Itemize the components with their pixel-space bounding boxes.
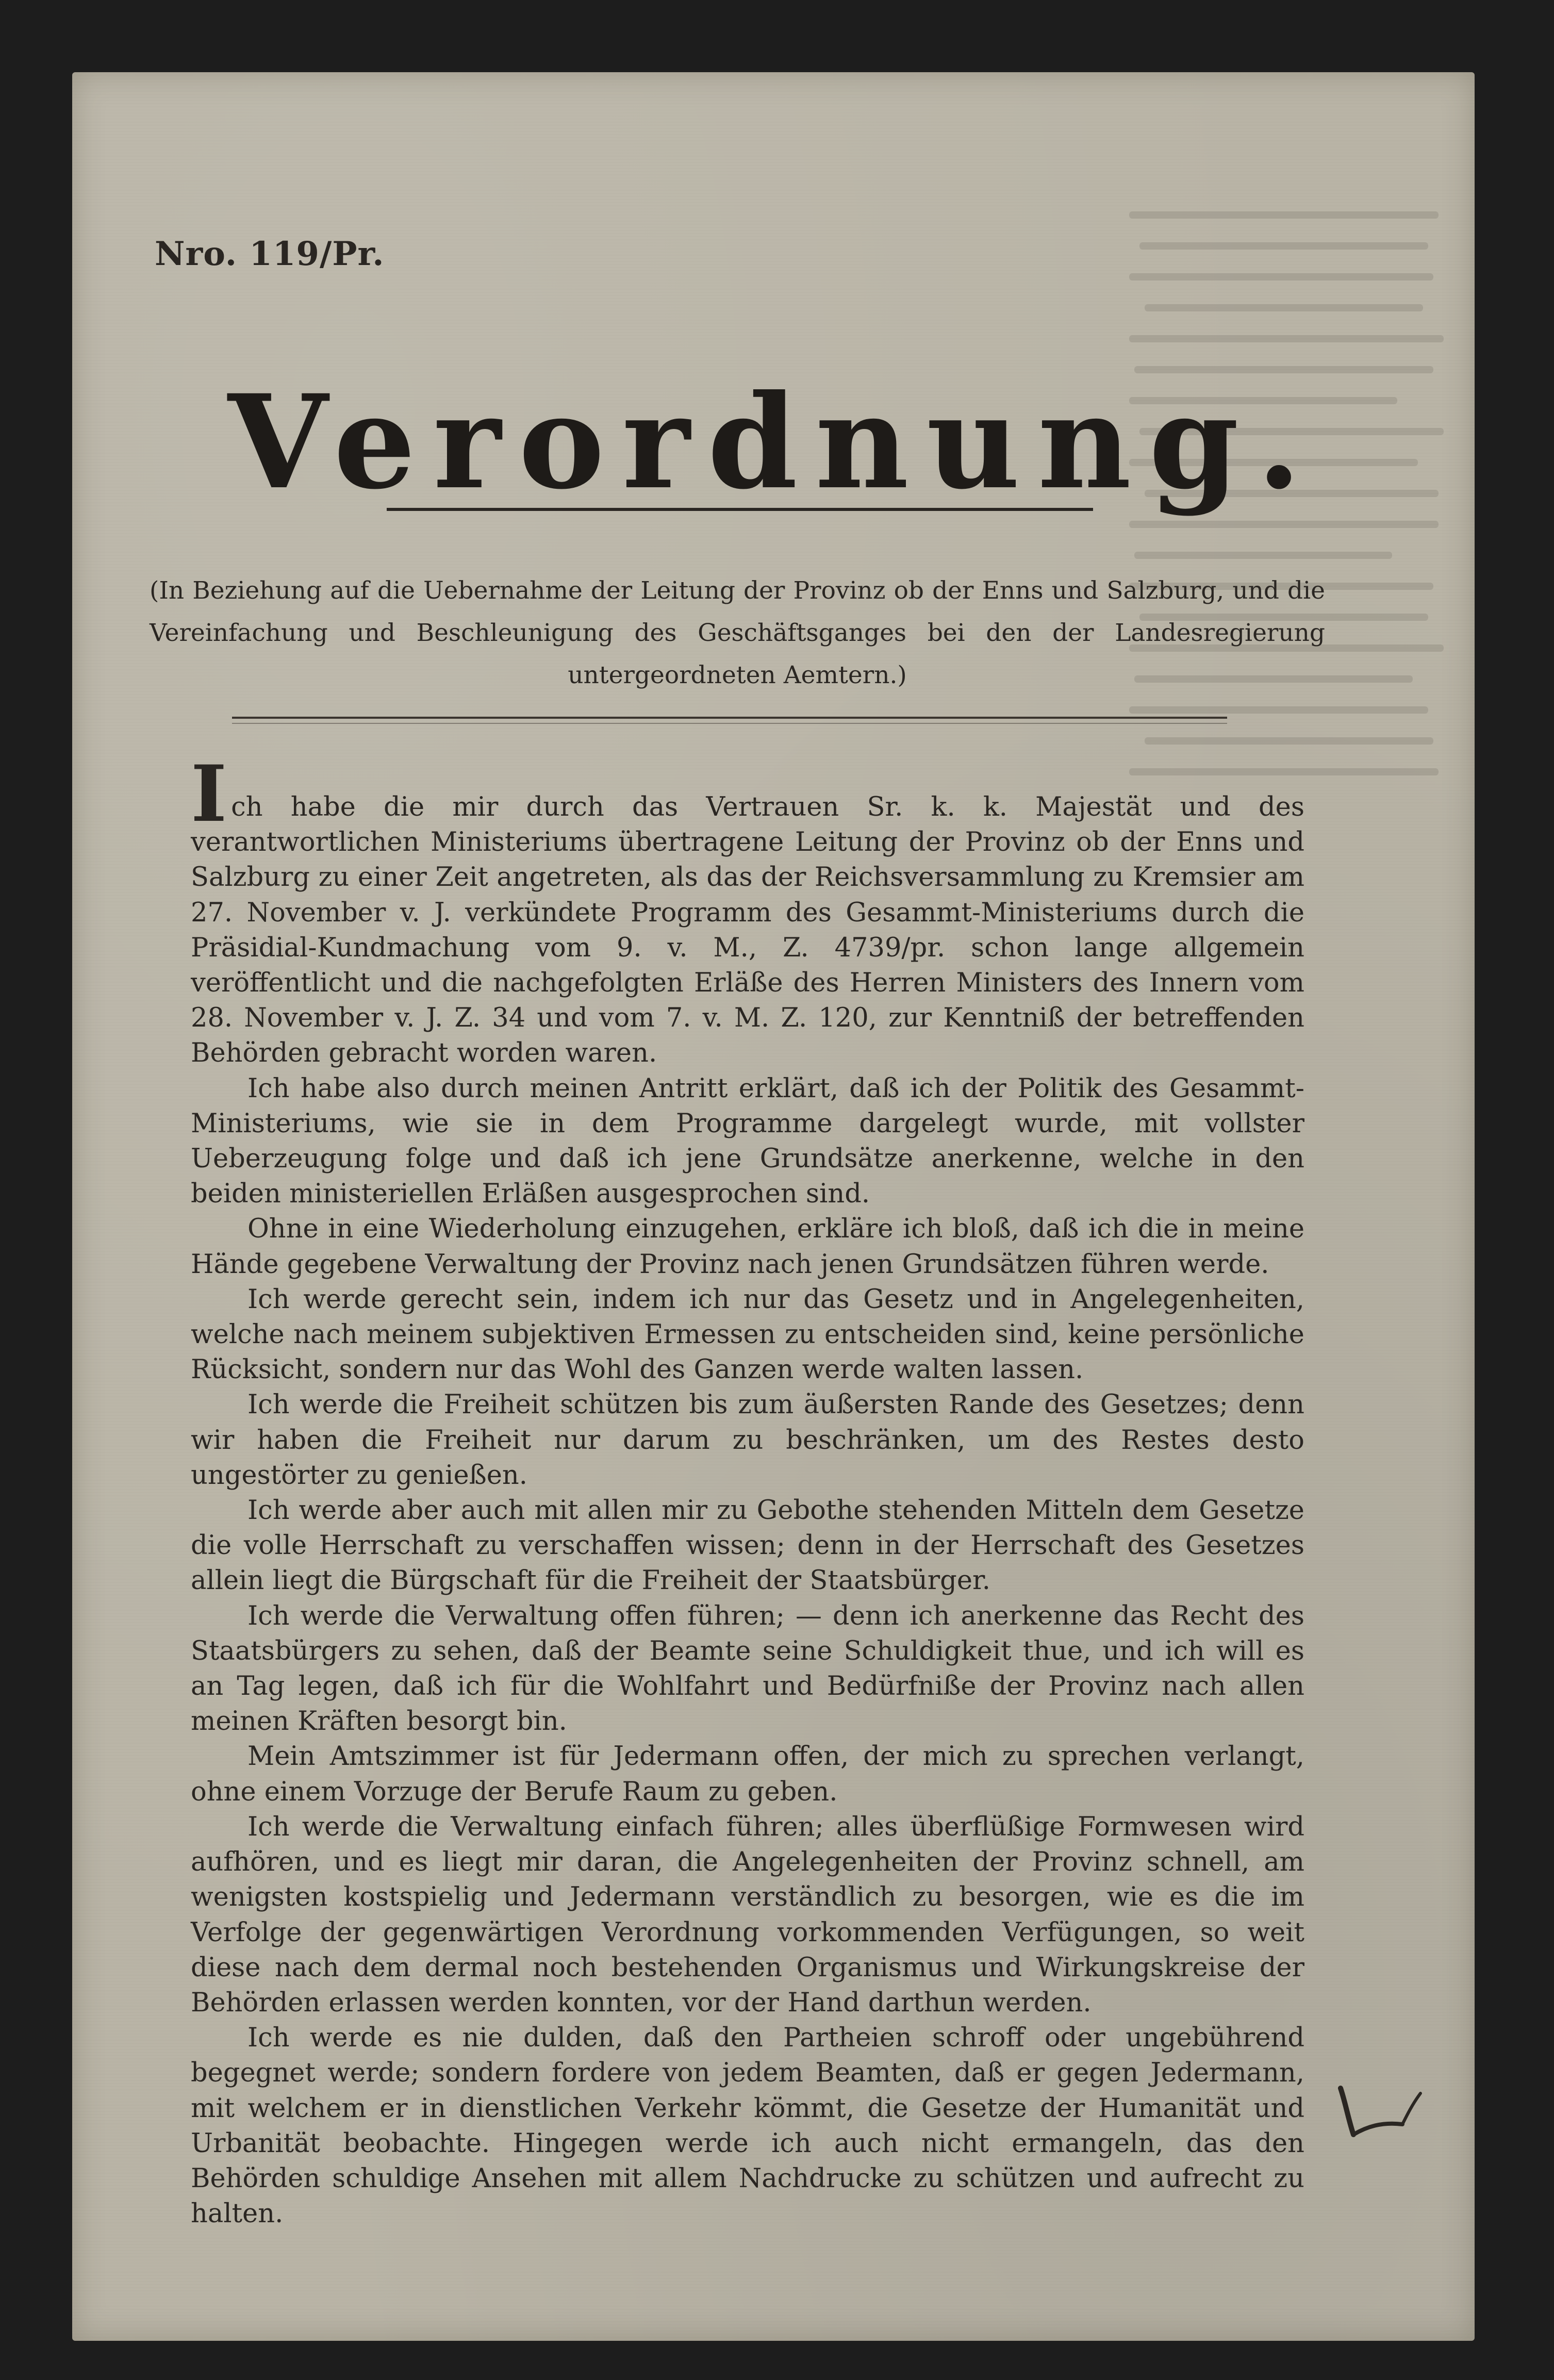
paragraph-6: Ich werde aber auch mit allen mir zu Gebothe stehenden Mitteln dem Gesetze die volle Herrschaft zu verschaffen wissen; denn in der Herrschaft des Gesetzes allein liegt die Bürgschaft für die Freiheit der Staatsbürger. [191,1495,1304,1596]
paragraph-9: Ich werde die Verwaltung einfach führen; alles überflüßige Formwesen wird aufhören, und es liegt mir daran, die Angelegenheiten der Provinz schnell, am wenigsten kostspielig und Jedermann verständlich zu besorgen, wie es die im Verfolge der gegenwärtigen Verordnung vorkommenden Verfügungen, so weit diese nach dem dermal noch bestehenden Organismus und Wirkungskreise der Behörden erlassen werden konnten, vor der Hand darthun werden. [191,1811,1304,2018]
title-underline [387,508,1093,511]
document-body [191,749,1304,2232]
paragraph-1 [191,749,1304,1071]
drop-cap: I [191,749,227,839]
paragraph-text: ch habe die mir durch das Vertrauen Sr. k. k. Majestät und des verantwortlichen Ministeriums übertragene Leitung der Provinz ob der Enns und Salzburg zu einer Zeit angetreten, als das der Reichsversammlung zu Kremsier am 27. November v. J. verkündete Programm des Gesammt-Ministeriums durch die Präsidial-Kundmachung vom 9. v. M., Z. 4739/pr. schon lange allgemein veröffentlicht und die nachgefolgten Erläße des Herren Ministers des Innern vom 28. November v. J. Z. 34 und vom 7. v. M. Z. 120, zur Kenntniß der betreffenden Behörden gebracht worden waren. [191,792,1304,1069]
paragraph-7: Ich werde die Verwaltung offen führen; — denn ich anerkenne das Recht des Staatsbürgers zu sehen, daß der Beamte seine Schuldigkeit thue, und ich will es an Tag legen, daß ich für die Wohlfahrt und Bedürfniße der Provinz nach allen meinen Kräften besorgt bin. [191,1600,1304,1737]
paragraph-3: Ohne in eine Wiederholung einzugehen, erkläre ich bloß, daß ich die in meine Hände gegebene Verwaltung der Provinz nach jenen Grundsätzen führen werde. [191,1214,1304,1280]
document-title: Verordnung. [227,366,1319,518]
paragraph-2: Ich habe also durch meinen Antritt erklärt, daß ich der Politik des Gesammt-Ministeriums, wie sie in dem Programme dargelegt wurde, mit vollster Ueberzeugung folge und daß ich jene Grundsätze anerkenne, welche in den beiden ministeriellen Erläßen ausgesprochen sind. [191,1073,1304,1210]
document-number: Nro. 119/Pr. [155,235,385,273]
document-sheet [72,72,1475,2341]
section-divider [232,717,1227,719]
paragraph-10: Ich werde es nie dulden, daß den Partheien schroff oder ungebührend begegnet werde; sondern fordere von jedem Beamten, daß er gegen Jedermann, mit welchem er in dienstlichen Verkehr kömmt, die Gesetze der Humanität und Urbanität beobachte. Hingegen werde ich auch nicht ermangeln, das den Behörden schuldige Ansehen mit allem Nachdrucke zu schützen und aufrecht zu halten. [191,2023,1304,2229]
paragraph-8: Mein Amtszimmer ist für Jedermann offen, der mich zu sprechen verlangt, ohne einem Vorzuge der Berufe Raum zu geben. [191,1741,1304,1807]
handwritten-mark [1325,2078,1428,2150]
paragraph-5: Ich werde die Freiheit schützen bis zum äußersten Rande des Gesetzes; denn wir haben die Freiheit nur darum zu beschränken, um des Restes desto ungestörter zu genießen. [191,1390,1304,1491]
paragraph-4: Ich werde gerecht sein, indem ich nur das Gesetz und in Angelegenheiten, welche nach meinem subjektiven Ermessen zu entscheiden sind, keine persönliche Rücksicht, sondern nur das Wohl des Ganzen werde walten lassen. [191,1284,1304,1385]
document-subtitle: (In Beziehung auf die Uebernahme der Leitung der Provinz ob der Enns und Salzburg, und die Vereinfachung und Beschleunigung des Geschäftsganges bei den der Landesregierung untergeordneten Aemtern.) [150,576,1325,689]
